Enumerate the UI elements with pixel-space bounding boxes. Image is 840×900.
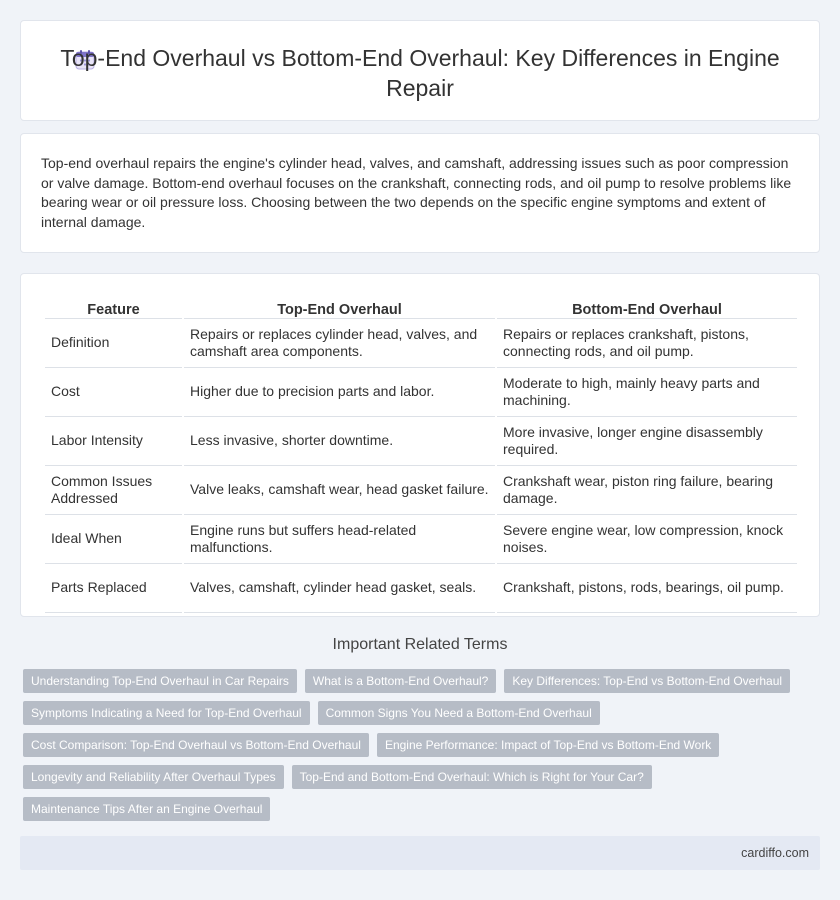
table-row (45, 319, 797, 368)
comparison-table (43, 296, 799, 613)
footer-site[interactable]: cardiffo.com (741, 846, 809, 860)
cell-bottom-end: Crankshaft, pistons, rods, bearings, oil pump. (497, 564, 797, 613)
header-feature: Feature (45, 296, 182, 319)
cell-feature: Common Issues Addressed (45, 466, 182, 515)
table-row (45, 515, 797, 564)
cell-bottom-end: Repairs or replaces crankshaft, pistons, connecting rods, and oil pump. (497, 319, 797, 368)
related-term-tag[interactable]: Symptoms Indicating a Need for Top-End Overhaul (23, 701, 310, 725)
related-term-tag[interactable]: Understanding Top-End Overhaul in Car Repairs (23, 669, 297, 693)
cell-bottom-end: Moderate to high, mainly heavy parts and machining. (497, 368, 797, 417)
table-row (45, 466, 797, 515)
related-term-tag[interactable]: Cost Comparison: Top-End Overhaul vs Bottom-End Overhaul (23, 733, 369, 757)
related-term-tag[interactable]: Top-End and Bottom-End Overhaul: Which is Right for Your Car? (292, 765, 652, 789)
cell-top-end: Engine runs but suffers head-related malfunctions. (184, 515, 495, 564)
cell-feature: Definition (45, 319, 182, 368)
tag-row (23, 669, 823, 693)
cell-top-end: Less invasive, shorter downtime. (184, 417, 495, 466)
cell-bottom-end: Severe engine wear, low compression, knock noises. (497, 515, 797, 564)
table-header-row (45, 296, 797, 319)
title-card (20, 20, 820, 121)
cell-bottom-end: More invasive, longer engine disassembly required. (497, 417, 797, 466)
cell-top-end: Valve leaks, camshaft wear, head gasket failure. (184, 466, 495, 515)
related-term-tag[interactable]: What is a Bottom-End Overhaul? (305, 669, 496, 693)
table-row (45, 368, 797, 417)
table-row (45, 564, 797, 613)
cell-feature: Ideal When (45, 515, 182, 564)
related-term-tag[interactable]: Key Differences: Top-End vs Bottom-End Overhaul (504, 669, 790, 693)
related-term-tag[interactable]: Maintenance Tips After an Engine Overhaul (23, 797, 270, 821)
cell-feature: Cost (45, 368, 182, 417)
cell-feature: Parts Replaced (45, 564, 182, 613)
page-title: Top-End Overhaul vs Bottom-End Overhaul: Key Differences in Engine Repair (60, 45, 780, 101)
summary-text: Top-end overhaul repairs the engine's cylinder head, valves, and camshaft, addressing issues such as poor compression or valve damage. Bottom-end overhaul focuses on the crankshaft, connecting rods, and oil pump to resolve problems like bearing wear or oil pressure loss. Choosing between the two depends on the specific engine symptoms and extent of internal damage. (41, 155, 792, 230)
tag-row (23, 765, 823, 789)
related-term-tag[interactable]: Longevity and Reliability After Overhaul Types (23, 765, 284, 789)
comparison-card (20, 273, 820, 617)
cell-bottom-end: Crankshaft wear, piston ring failure, bearing damage. (497, 466, 797, 515)
related-term-tag[interactable]: Common Signs You Need a Bottom-End Overhaul (318, 701, 600, 725)
cell-top-end: Valves, camshaft, cylinder head gasket, seals. (184, 564, 495, 613)
related-terms-list (23, 669, 823, 829)
header-bottom-end: Bottom-End Overhaul (497, 296, 797, 319)
tag-row (23, 797, 823, 821)
cell-top-end: Repairs or replaces cylinder head, valves, and camshaft area components. (184, 319, 495, 368)
cell-top-end: Higher due to precision parts and labor. (184, 368, 495, 417)
cell-feature: Labor Intensity (45, 417, 182, 466)
related-term-tag[interactable]: Engine Performance: Impact of Top-End vs Bottom-End Work (377, 733, 719, 757)
summary-card (20, 133, 820, 253)
related-terms-title: Important Related Terms (332, 636, 508, 653)
tag-row (23, 733, 823, 757)
tag-row (23, 701, 823, 725)
table-row (45, 417, 797, 466)
header-top-end: Top-End Overhaul (184, 296, 495, 319)
footer (20, 836, 820, 870)
